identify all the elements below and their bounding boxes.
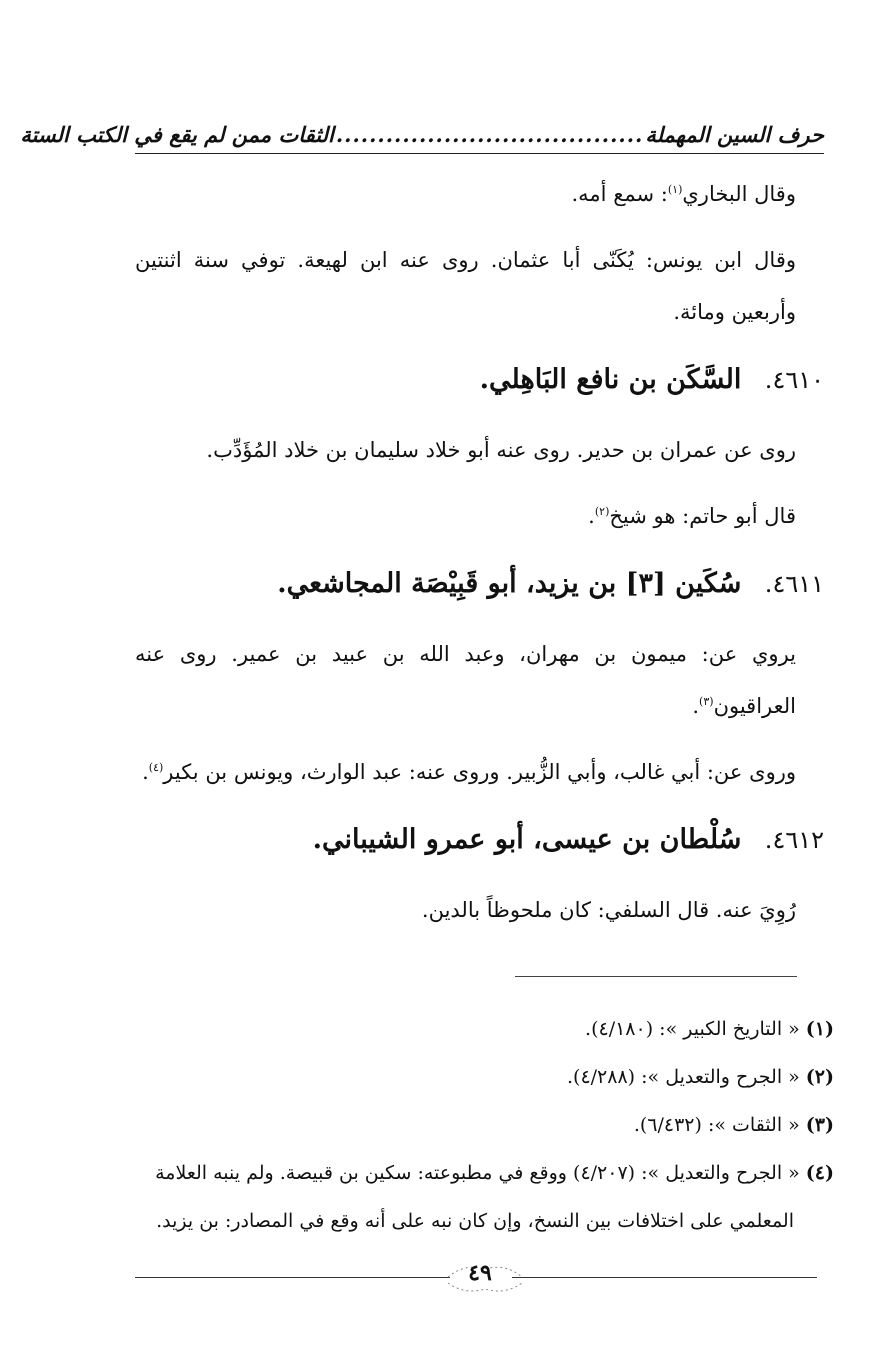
entry-name: سُلْطان بن عيسى، أبو عمرو الشيباني. bbox=[312, 824, 742, 855]
entry-4612 bbox=[135, 812, 824, 868]
paragraph-also-narrated: وروى عن: أبي غالب، وأبي الزُّبير. وروى عنه: عبد الوارث، ويونس بن بكير$^{(٤)}$. bbox=[142, 760, 796, 784]
paragraph-narration: روى عن عمران بن حدير. روى عنه أبو خلاد سليمان بن خلاد المُؤَدِّب. bbox=[206, 438, 796, 462]
header-chapter-title: حرف السين المهملة bbox=[645, 121, 824, 147]
footnote-separator bbox=[515, 976, 797, 977]
footnote-1: (١)« التاريخ الكبير »: (٤/١٨٠). bbox=[585, 1018, 834, 1040]
entry-name: سُكَين [٣] بن يزيد، أبو قَبِيْصَة المجاشعي. bbox=[277, 568, 742, 599]
main-text bbox=[135, 168, 824, 950]
footnote-ref-1: (١) bbox=[667, 183, 683, 196]
running-header bbox=[20, 116, 824, 152]
footnote-3: (٣)« الثقات »: (٦/٤٣٢). bbox=[633, 1114, 834, 1136]
header-book-title: الثقات ممن لم يقع في الكتب الستة bbox=[20, 121, 334, 147]
header-rule bbox=[135, 153, 824, 154]
entry-4611 bbox=[135, 556, 824, 612]
paragraph-bukhari: وقال البخاري$^{(١)}$: سمع أمه. bbox=[571, 182, 796, 206]
paragraph-ibn-yunus: وقال ابن يونس: يُكَنّى أبا عثمان. روى عنه ابن لهيعة. توفي سنة اثنتين وأربعين ومائة. bbox=[135, 248, 796, 324]
footer-rule-left bbox=[135, 1277, 450, 1278]
entry-name: السَّكَن بن نافع البَاهِلي. bbox=[479, 364, 742, 395]
footnote-ref-3: (٣) bbox=[699, 695, 714, 708]
header-leader-dots: ..................................... bbox=[335, 121, 644, 147]
footnote-ref-2: (٢) bbox=[594, 505, 610, 518]
entry-4610 bbox=[135, 352, 824, 408]
footnote-2: (٢)« الجرح والتعديل »: (٤/٢٨٨). bbox=[566, 1066, 834, 1088]
entry-number: ٤٦١٠. bbox=[764, 366, 824, 394]
entry-number: ٤٦١٢. bbox=[764, 826, 824, 854]
page-number: ٤٩ bbox=[468, 1260, 492, 1286]
footnote-4-continuation: المعلمي على اختلافات بين النسخ، وإن كان نبه على أنه وقع في المصادر: بن يزيد. bbox=[156, 1210, 794, 1232]
footnote-ref-4: (٤) bbox=[148, 761, 164, 774]
entry-number: ٤٦١١. bbox=[764, 570, 824, 598]
footer-rule-right bbox=[512, 1277, 817, 1278]
footnotes bbox=[135, 1005, 834, 1245]
paragraph-abu-hatim: قال أبو حاتم: هو شيخ$^{(٢)}$. bbox=[588, 504, 796, 528]
footnote-4: (٤)« الجرح والتعديل »: (٤/٢٠٧) ووقع في مطبوعته: سكين بن قبيصة. ولم ينبه العلامة bbox=[155, 1162, 834, 1184]
paragraph-silafi: رُوِيَ عنه. قال السلفي: كان ملحوظاً بالدين. bbox=[421, 898, 796, 922]
paragraph-narrates-from: يروي عن: ميمون بن مهران، وعبد الله بن عبيد بن عمير. روى عنه العراقيون$^{(٣)}$. bbox=[135, 642, 796, 718]
